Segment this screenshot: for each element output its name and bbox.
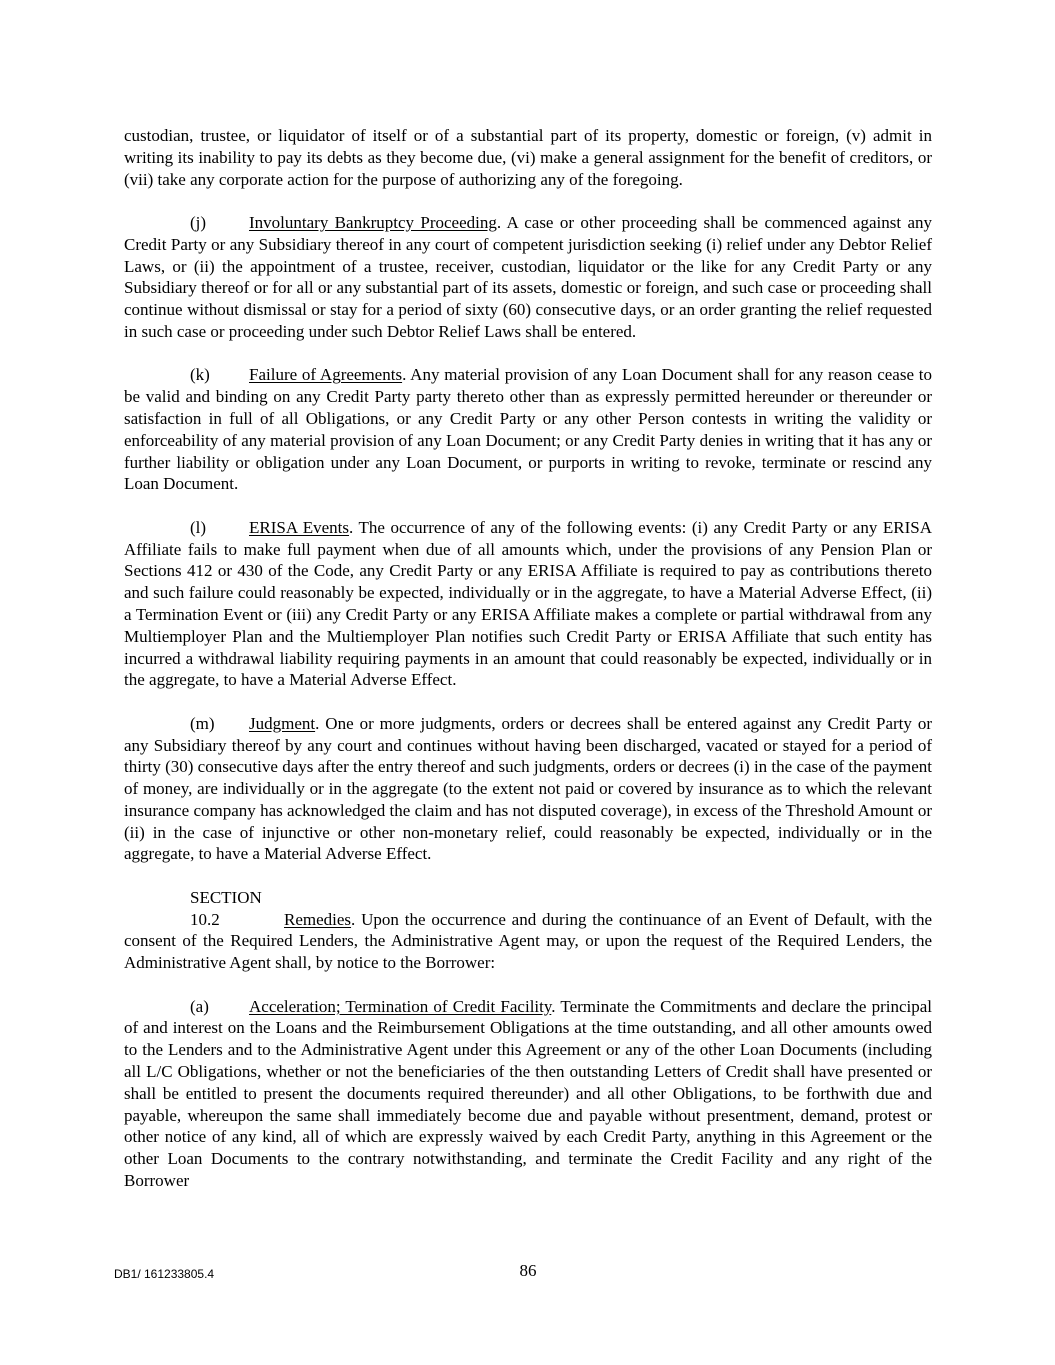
clause-label: (m) [190,713,215,733]
paragraph-m [124,713,932,866]
paragraph-a [124,996,932,1192]
clause-label: (l) [190,517,207,537]
paragraph-section-10-2 [124,887,932,974]
section-heading: Remedies [284,909,352,929]
clause-heading: Acceleration; Termination of Credit Facility [249,996,552,1016]
paragraph-l [124,517,932,691]
clause-heading: ERISA Events [249,517,350,537]
paragraph-continuation: custodian, trustee, or liquidator of itself or of a substantial part of its property, domestic or foreign, (v) admit in writing its inability to pay its debts as they become due, (vi) make a general assignment for the benefit of creditors, or (vii) take any corporate action for the purpose of authorizing any of the foregoing. [124,126,932,189]
clause-text: . The occurrence of any of the following events: (i) any Credit Party or any ERISA Affiliate fails to make full payment when due of all amounts which, under the provisions of any Pension Plan or Sections 412 or 430 of the Code, any Credit Party or any ERISA Affiliate is required to pay as contributions thereto and such failure could reasonably be expected, individually or in the aggregate, to have a Material Adverse Effect, (ii) a Termination Event or (iii) any Credit Party or any ERISA Affiliate makes a complete or partial withdrawal from any Multiemployer Plan and the Multiemployer Plan notifies such Credit Party or ERISA Affiliate that such entity has incurred a withdrawal liability requiring payments in an amount that could reasonably be expected, individually or in the aggregate, to have a Material Adverse Effect. [124,517,933,690]
page-number: 86 [519,1261,537,1280]
clause-heading: Failure of Agreements [249,365,403,385]
clause-label: (k) [190,365,210,385]
clause-heading: Judgment [249,713,316,733]
document-id: DB1/ 161233805.4 [114,1267,215,1281]
clause-label: (a) [190,996,209,1016]
clause-text: . Any material provision of any Loan Document shall for any reason cease to be valid and binding on any Credit Party party thereto other than as expressly permitted hereunder or thereunder or satisfaction in full of all Obligations, or any Credit Party or any other Person contests in writing the validity or enforceability of any material provision of any Loan Document; or any Credit Party denies in writing that it has any or further liability or obligation under any Loan Document, or purports in writing to revoke, terminate or rescind any Loan Document. [124,365,932,494]
document-body [124,125,932,1213]
clause-label: (j) [190,212,207,232]
clause-heading: Involuntary Bankruptcy Proceeding [249,212,497,232]
section-label: SECTION 10.2 [190,887,262,929]
clause-text: . One or more judgments, orders or decrees shall be entered against any Credit Party or any Subsidiary thereof by any court and continues without having been discharged, vacated or stayed for a period of thirty (30) consecutive days after the entry thereof and such judgments, orders or decrees (i) in the case of the payment of money, are individually or in the aggregate (to the extent not paid or covered by insurance as to which the relevant insurance company has acknowledged the claim and has not disputed coverage), in excess of the Threshold Amount or (ii) in the case of injunctive or other non-monetary relief, could reasonably be expected, individually or in the aggregate, to have a Material Adverse Effect. [124,713,932,864]
section-text: . Upon the occurrence and during the continuance of an Event of Default, with the consent of the Required Lenders, the Administrative Agent may, or upon the request of the Required Lenders, the Administrative Agent shall, by notice to the Borrower: [124,909,932,973]
paragraph-j [124,212,932,343]
paragraph-k [124,364,932,495]
clause-text: . Terminate the Commitments and declare the principal of and interest on the Loans and the Reimbursement Obligations at the time outstanding, and all other amounts owed to the Lenders and to the Administrative Agent under this Agreement or any of the other Loan Documents (including all L/C Obligations, whether or not the beneficiaries of the then outstanding Letters of Credit shall have presented or shall be entitled to present the documents required thereunder) and all other Obligations, to be forthwith due and payable, whereupon the same shall immediately become due and payable without presentment, demand, protest or other notice of any kind, all of which are expressly waived by each Credit Party, anything in this Agreement or the other Loan Documents to the contrary notwithstanding, and terminate the Credit Facility and any right of the Borrower [124,996,932,1191]
clause-text: . A case or other proceeding shall be commenced against any Credit Party or any Subsidiary thereof in any court of competent jurisdiction seeking (i) relief under any Debtor Relief Laws, or (ii) the appointment of a trustee, receiver, custodian, liquidator or the like for any Credit Party or any Subsidiary thereof or for all or any substantial part of its assets, domestic or foreign, and such case or proceeding shall continue without dismissal or stay for a period of sixty (60) consecutive days, or an order granting the relief requested in such case or proceeding under such Debtor Relief Laws shall be entered. [124,212,932,341]
